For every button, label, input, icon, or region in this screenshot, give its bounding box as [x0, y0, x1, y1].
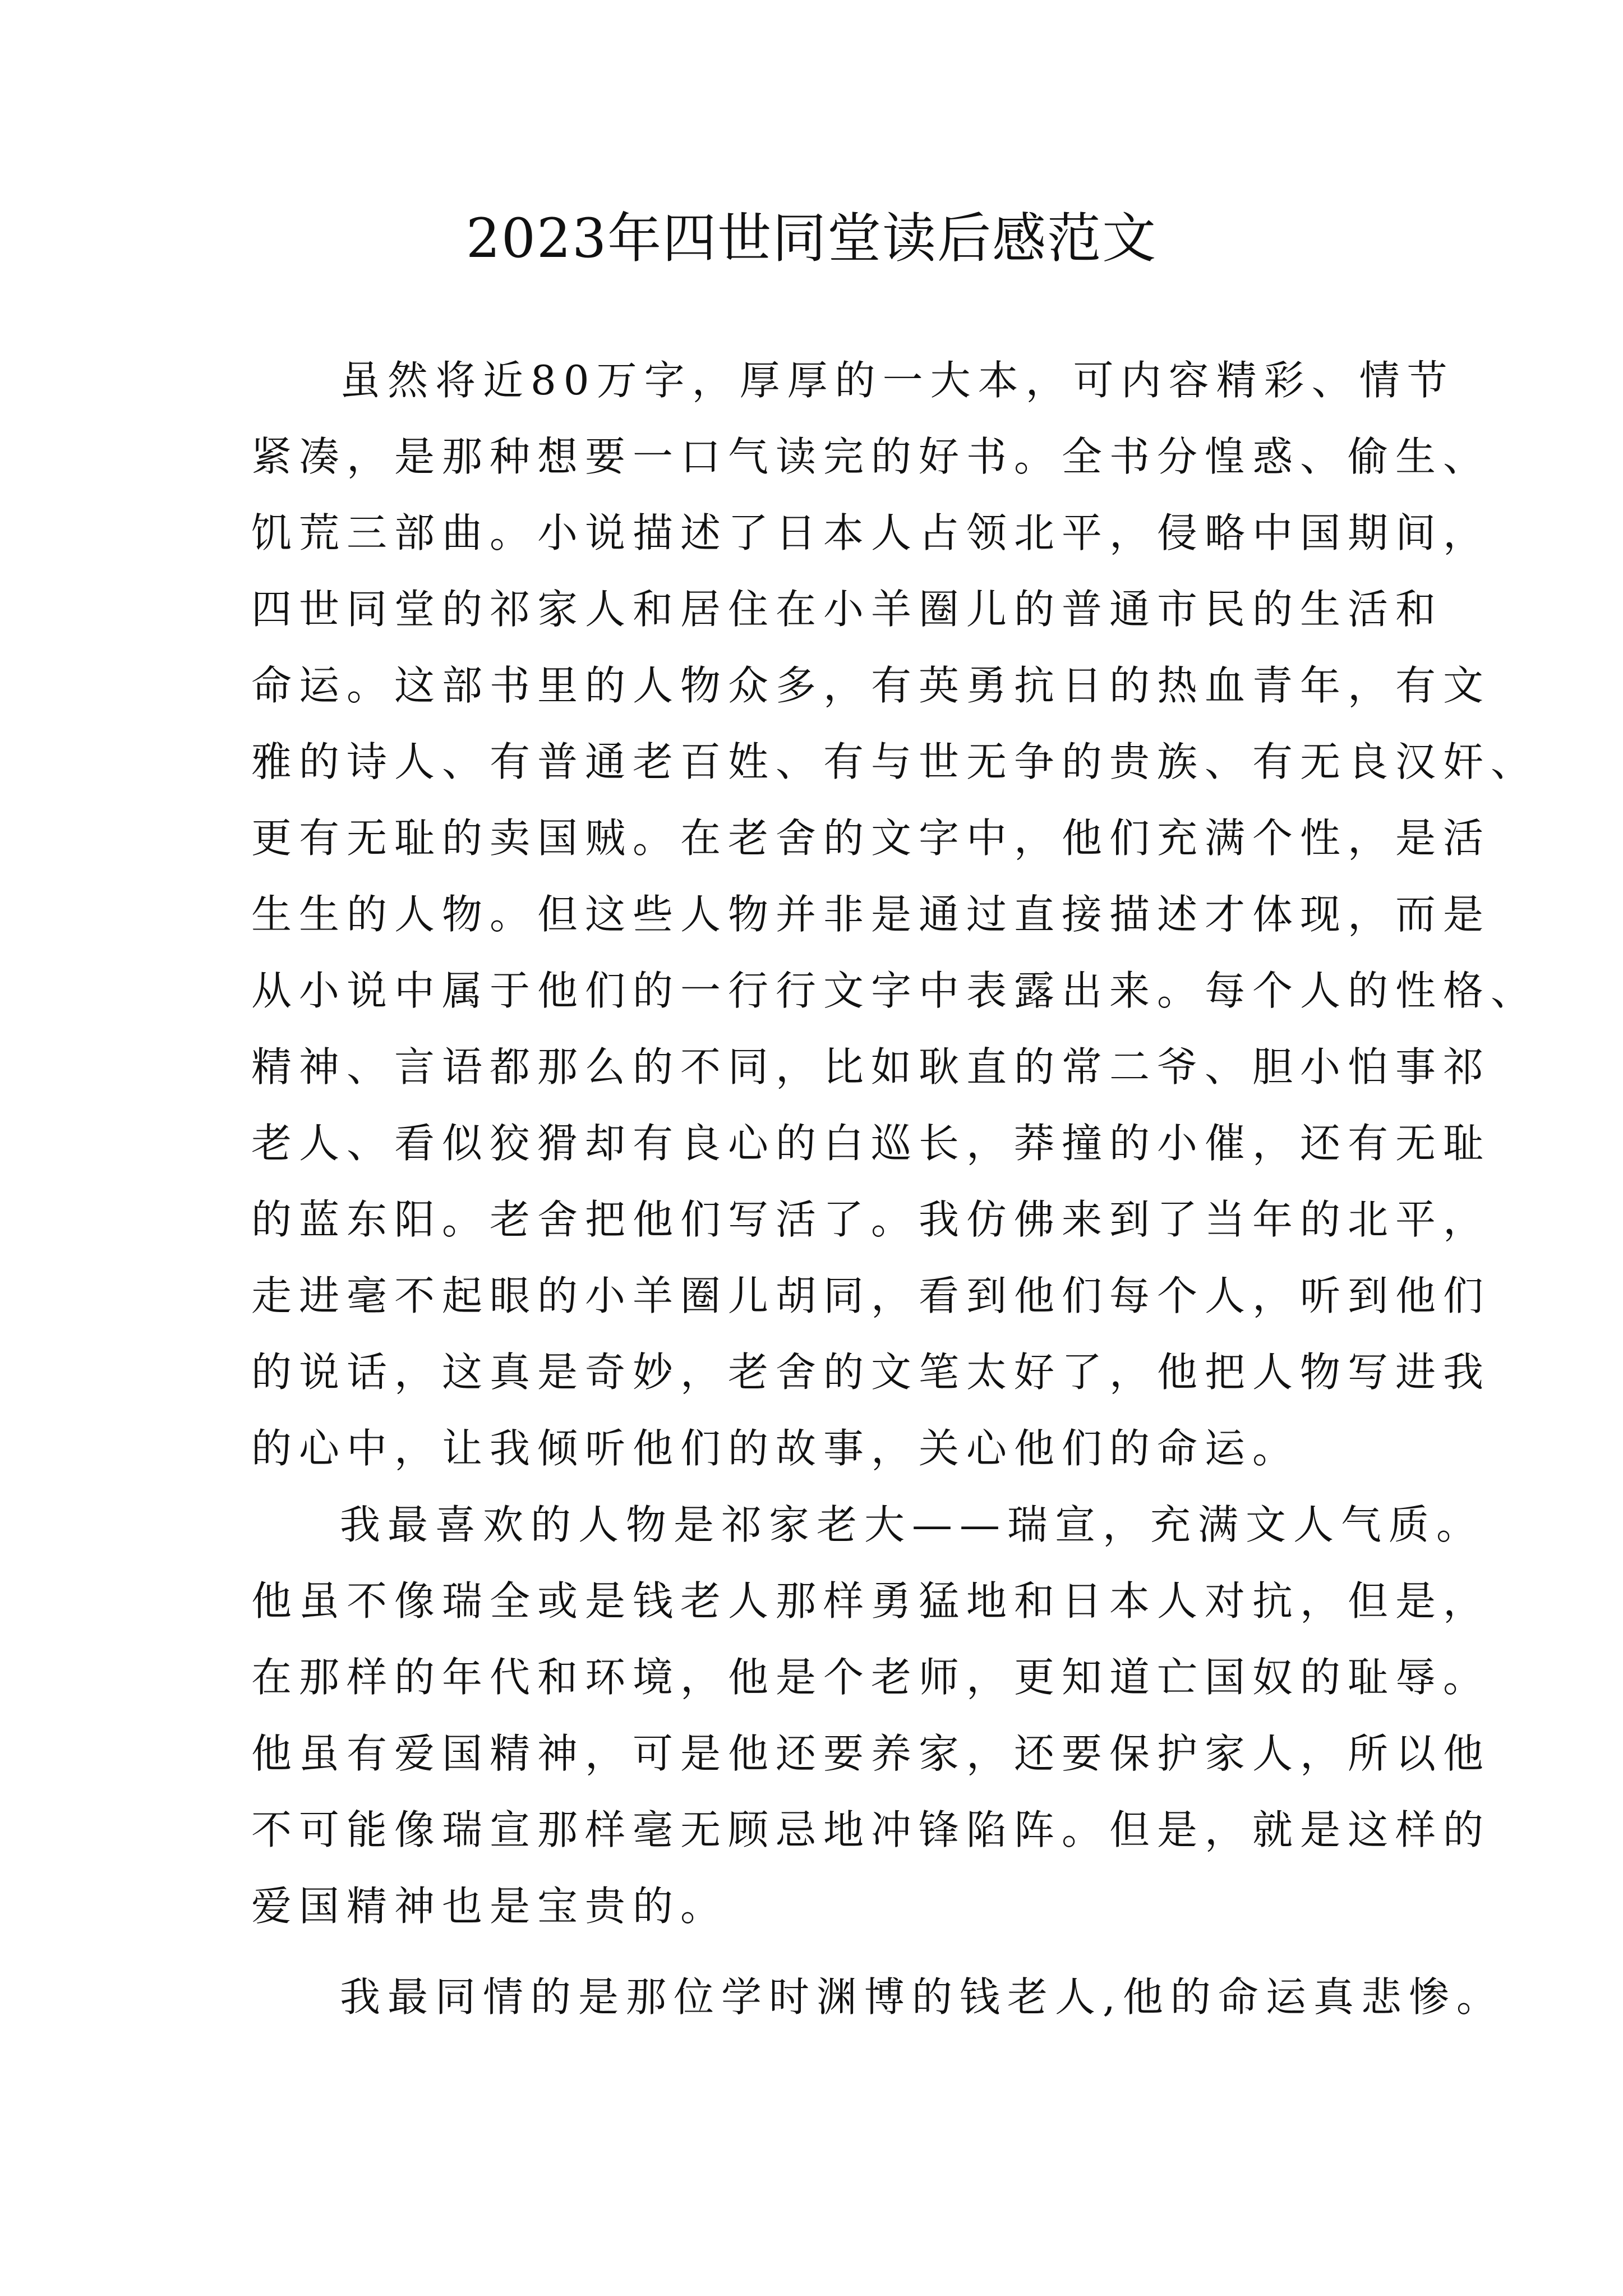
text-line: 不可能像瑞宣那样毫无顾忌地冲锋陷阵。但是，就是这样的	[251, 1806, 1491, 1853]
document-body	[251, 342, 1539, 2035]
paragraph	[251, 1959, 1504, 2035]
text-line: 走进毫不起眼的小羊圈儿胡同，看到他们每个人，听到他们	[251, 1272, 1491, 1319]
text-line: 我最同情的是那位学时渊博的钱老人,他的命运真悲惨。	[340, 1973, 1504, 2021]
text-line: 雅的诗人、有普通老百姓、有与世无争的贵族、有无良汉奸、	[251, 738, 1539, 785]
text-line: 他虽不像瑞全或是钱老人那样勇猛地和日本人对抗，但是，	[251, 1577, 1491, 1625]
text-line: 我最喜欢的人物是祁家老大——瑞宣，充满文人气质。	[340, 1501, 1484, 1548]
text-line: 的蓝东阳。老舍把他们写活了。我仿佛来到了当年的北平，	[251, 1196, 1491, 1243]
text-line: 爱国精神也是宝贵的。	[251, 1883, 728, 1930]
paragraph	[251, 342, 1539, 1487]
text-line: 老人、看似狡猾却有良心的白巡长，莽撞的小催，还有无耻	[251, 1120, 1491, 1167]
text-line: 虽然将近80万字，厚厚的一大本，可内容精彩、情节	[340, 357, 1455, 404]
text-line: 饥荒三部曲。小说描述了日本人占领北平，侵略中国期间，	[251, 509, 1491, 556]
text-line: 更有无耻的卖国贼。在老舍的文字中，他们充满个性，是活	[251, 815, 1491, 862]
text-line: 精神、言语都那么的不同，比如耿直的常二爷、胆小怕事祁	[251, 1043, 1491, 1091]
document-title: 2023年四世同堂读后感范文	[465, 207, 1158, 270]
text-line: 的说话，这真是奇妙，老舍的文笔太好了，他把人物写进我	[251, 1349, 1491, 1396]
text-line: 生生的人物。但这些人物并非是通过直接描述才体现，而是	[251, 891, 1491, 938]
text-line: 从小说中属于他们的一行行文字中表露出来。每个人的性格、	[251, 967, 1539, 1014]
text-line: 紧凑，是那种想要一口气读完的好书。全书分惶惑、偷生、	[251, 433, 1491, 480]
text-line: 四世同堂的祁家人和居住在小羊圈儿的普通市民的生活和	[251, 586, 1444, 633]
text-line: 他虽有爱国精神，可是他还要养家，还要保护家人，所以他	[251, 1730, 1491, 1777]
text-line: 在那样的年代和环境，他是个老师，更知道亡国奴的耻辱。	[251, 1654, 1491, 1701]
text-line: 命运。这部书里的人物众多，有英勇抗日的热血青年，有文	[251, 662, 1491, 709]
paragraph	[251, 1487, 1491, 1944]
text-line: 的心中，让我倾听他们的故事，关心他们的命运。	[251, 1425, 1301, 1472]
